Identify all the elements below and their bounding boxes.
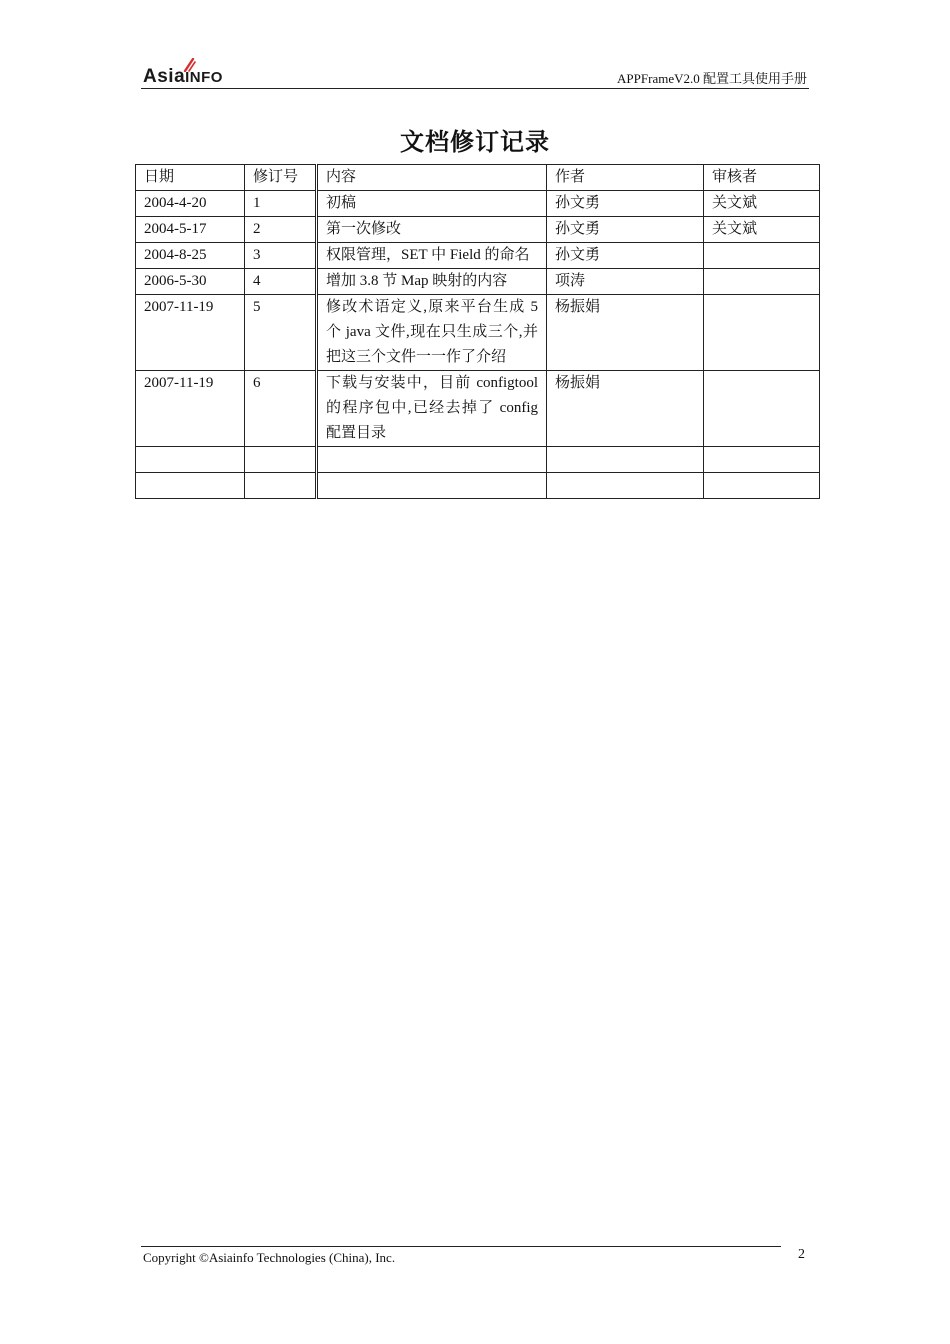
table-header-row	[136, 165, 820, 191]
cell-content: 权限管理，SET 中 Field 的命名	[317, 243, 547, 269]
cell-date	[136, 447, 245, 473]
cell-revision	[245, 447, 317, 473]
cell-author: 项涛	[547, 269, 704, 295]
table-row-empty	[136, 447, 820, 473]
cell-author: 孙文勇	[547, 243, 704, 269]
cell-author	[547, 473, 704, 499]
header-divider	[141, 88, 809, 89]
cell-revision: 2	[245, 217, 317, 243]
table-row	[136, 243, 820, 269]
cell-date: 2006-5-30	[136, 269, 245, 295]
cell-content: 修改术语定义,原来平台生成 5 个 java 文件,现在只生成三个,并把这三个文件一一作了介绍	[317, 295, 547, 371]
cell-reviewer: 关文斌	[704, 217, 820, 243]
footer-divider	[141, 1246, 781, 1247]
table-row	[136, 371, 820, 447]
cell-reviewer	[704, 269, 820, 295]
header-cell-reviewer: 审核者	[704, 165, 820, 191]
cell-date: 2004-8-25	[136, 243, 245, 269]
table-row	[136, 191, 820, 217]
revision-table	[135, 164, 820, 499]
cell-content: 下载与安装中，目前 configtool 的程序包中,已经去掉了 config 配置目录	[317, 371, 547, 447]
cell-revision: 4	[245, 269, 317, 295]
cell-content	[317, 447, 547, 473]
asiainfo-logo	[143, 58, 243, 88]
cell-date	[136, 473, 245, 499]
header-cell-author: 作者	[547, 165, 704, 191]
cell-revision	[245, 473, 317, 499]
cell-content: 初稿	[317, 191, 547, 217]
cell-revision: 1	[245, 191, 317, 217]
cell-author: 孙文勇	[547, 191, 704, 217]
footer-copyright: Copyright ©Asiainfo Technologies (China), Inc.	[143, 1250, 396, 1265]
page-number: 2	[798, 1247, 805, 1262]
cell-reviewer	[704, 447, 820, 473]
cell-revision: 6	[245, 371, 317, 447]
header-cell-content: 内容	[317, 165, 547, 191]
cell-date: 2007-11-19	[136, 295, 245, 371]
table-row	[136, 217, 820, 243]
header-document-name: APPFrameV2.0 配置工具使用手册	[617, 71, 807, 86]
header-cell-date: 日期	[136, 165, 245, 191]
header-cell-revision: 修订号	[245, 165, 317, 191]
cell-content: 第一次修改	[317, 217, 547, 243]
cell-author: 杨振娟	[547, 295, 704, 371]
cell-reviewer	[704, 295, 820, 371]
logo-text-info: INFO	[185, 69, 223, 86]
page-title: 文档修订记录	[400, 128, 550, 156]
cell-author	[547, 447, 704, 473]
cell-author: 杨振娟	[547, 371, 704, 447]
cell-content: 增加 3.8 节 Map 映射的内容	[317, 269, 547, 295]
cell-reviewer: 关文斌	[704, 191, 820, 217]
cell-author: 孙文勇	[547, 217, 704, 243]
cell-date: 2004-4-20	[136, 191, 245, 217]
table-row	[136, 269, 820, 295]
table-row-empty	[136, 473, 820, 499]
cell-content	[317, 473, 547, 499]
logo-text	[143, 66, 223, 88]
cell-reviewer	[704, 473, 820, 499]
cell-revision: 5	[245, 295, 317, 371]
cell-reviewer	[704, 371, 820, 447]
cell-reviewer	[704, 243, 820, 269]
cell-revision: 3	[245, 243, 317, 269]
cell-date: 2004-5-17	[136, 217, 245, 243]
logo-text-main: Asia	[143, 66, 186, 87]
cell-date: 2007-11-19	[136, 371, 245, 447]
table-row	[136, 295, 820, 371]
